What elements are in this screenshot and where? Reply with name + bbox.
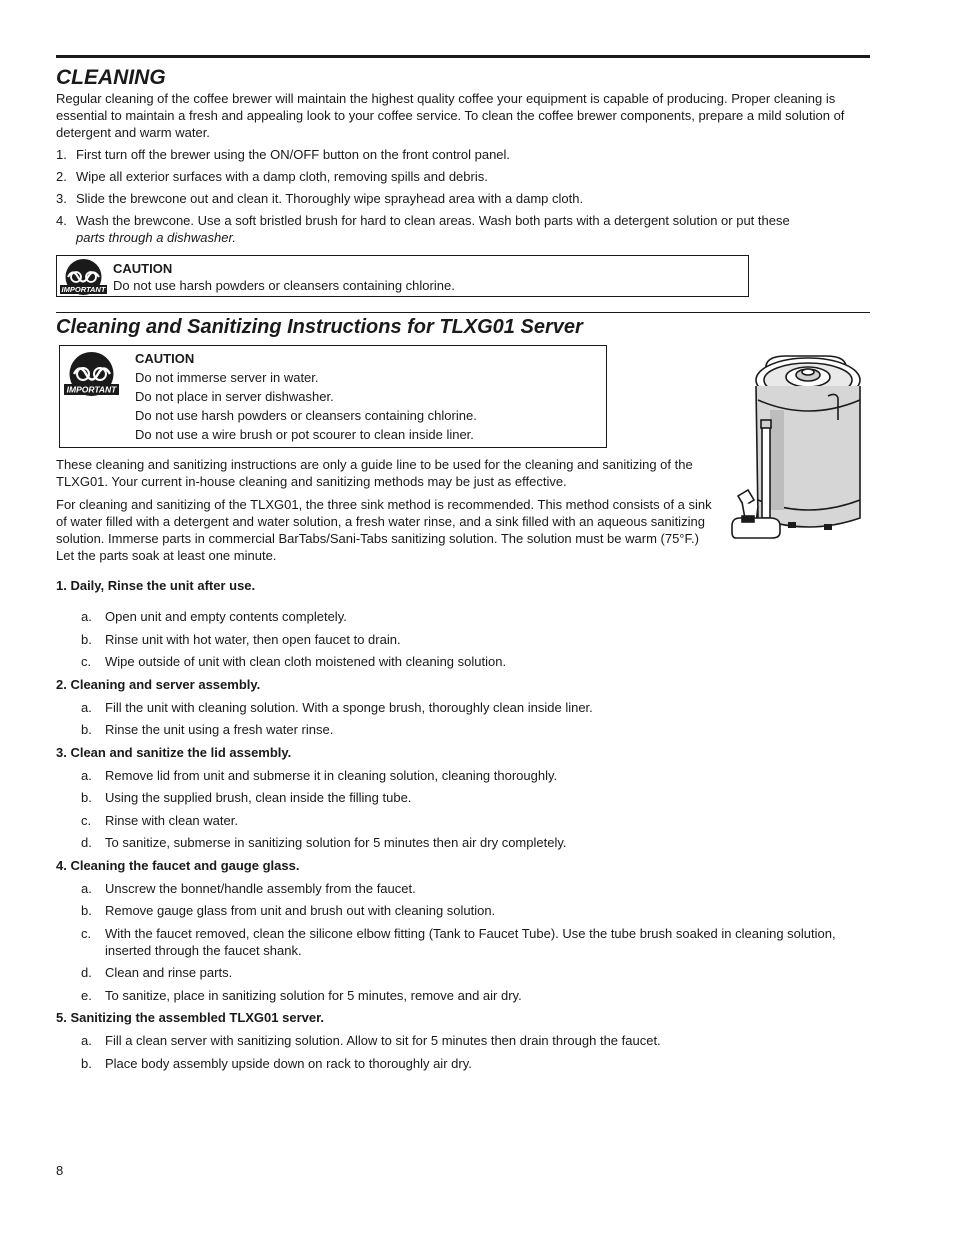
top-rule <box>56 55 870 58</box>
list-item: a. Unscrew the bonnet/handle assembly from the faucet. <box>81 880 416 896</box>
section-divider <box>56 312 870 313</box>
section-1 <box>56 577 870 670</box>
caution-label: CAUTION <box>135 351 195 366</box>
server-title: Cleaning and Sanitizing Instructions for TLXG01 Server <box>56 316 583 338</box>
caution-box-server <box>59 345 607 448</box>
list-item: b. Place body assembly upside down on rack to thoroughly air dry. <box>81 1055 472 1071</box>
list-item: 3. Slide the brewcone out and clean it. Thoroughly wipe sprayhead area with a damp cloth. <box>56 191 584 206</box>
section-heading: 4. Cleaning the faucet and gauge glass. <box>56 857 300 873</box>
svg-text:IMPORTANT: IMPORTANT <box>66 384 117 395</box>
list-item: d. Clean and rinse parts. <box>81 965 233 980</box>
caution-text: Do not use harsh powders or cleansers containing chlorine. <box>113 278 455 293</box>
server-para-1: These cleaning and sanitizing instructions are only a guide line to be used for the cleaning and sanitizing of the TLXG01. Your current in-house cleaning and sanitizing methods may be just as effective. <box>56 457 693 489</box>
caution-line: Do not immerse server in water. <box>135 370 319 385</box>
list-item: c. Wipe outside of unit with clean cloth moistened with cleaning solution. <box>81 654 507 669</box>
coffee-server-illustration <box>728 350 864 548</box>
list-item: b. Rinse unit with hot water, then open faucet to drain. <box>81 631 401 647</box>
section-heading: 2. Cleaning and server assembly. <box>56 676 261 692</box>
list-item: c. With the faucet removed, clean the silicone elbow fitting (Tank to Faucet Tube). Use the tube brush soaked in cleaning solution, inserted through the faucet shank. <box>81 925 836 958</box>
list-item: b. Remove gauge glass from unit and brush out with cleaning solution. <box>81 903 496 918</box>
cleaning-title: CLEANING <box>56 66 166 89</box>
important-icon <box>60 258 107 296</box>
list-item: b. Rinse the unit using a fresh water rinse. <box>81 722 334 737</box>
cleaning-intro: Regular cleaning of the coffee brewer will maintain the highest quality coffee your equipment is capable of producing. Proper cleaning is essential to maintain a fresh and appealing look to your coffee service. To clean the coffee brewer components, prepare a mild solution of detergent and warm water. <box>56 91 845 140</box>
list-item: a. Fill a clean server with sanitizing solution. Allow to sit for 5 minutes then drain through the faucet. <box>81 1033 661 1048</box>
section-heading: 5. Sanitizing the assembled TLXG01 server. <box>56 1010 325 1025</box>
page-number: 8 <box>56 1163 64 1178</box>
list-item: 2. Wipe all exterior surfaces with a damp cloth, removing spills and debris. <box>56 169 488 184</box>
cleaning-steps <box>56 146 856 251</box>
caution-box-cleaning <box>56 255 749 297</box>
caution-line: Do not use a wire brush or pot scourer to clean inside liner. <box>135 427 474 442</box>
server-para-2: For cleaning and sanitizing of the TLXG01, the three sink method is recommended. This method consists of a sink of water filled with a detergent and water solution, a fresh water rinse, and a sink filled with an aqueous sanitizing solution. Immerse parts in commercial BarTabs/Sani-Tabs sanitizing solution. The solution must be warm (75°F.) Let the parts soak at least one minute. <box>56 497 712 563</box>
list-item: a. Remove lid from unit and submerse it in cleaning solution, cleaning thoroughly. <box>81 767 558 783</box>
server-sections <box>56 577 870 1077</box>
section-5 <box>56 1009 870 1072</box>
important-icon <box>64 351 119 399</box>
section-heading: 3. Clean and sanitize the lid assembly. <box>56 744 292 760</box>
list-item: c. Rinse with clean water. <box>81 812 238 828</box>
list-item: e. To sanitize, place in sanitizing solution for 5 minutes, remove and air dry. <box>81 987 522 1003</box>
list-item: 1. First turn off the brewer using the ON/OFF button on the front control panel. <box>56 147 511 162</box>
caution-label: CAUTION <box>113 261 173 276</box>
svg-text:IMPORTANT: IMPORTANT <box>61 285 106 294</box>
caution-line: Do not place in server dishwasher. <box>135 389 334 404</box>
section-3 <box>56 744 870 852</box>
list-item: a. Open unit and empty contents completely. <box>81 609 347 624</box>
list-item: d. To sanitize, submerse in sanitizing solution for 5 minutes then air dry completely. <box>81 835 567 850</box>
list-item: b. Using the supplied brush, clean inside the filling tube. <box>81 790 412 805</box>
section-2 <box>56 676 870 739</box>
caution-line: Do not use harsh powders or cleansers containing chlorine. <box>135 408 477 423</box>
section-4 <box>56 857 870 1004</box>
list-item: 4. Wash the brewcone. Use a soft bristled brush for hard to clean areas. Wash both parts with a detergent solution or put these parts through a dishwasher. <box>56 213 790 245</box>
section-heading: 1. Daily, Rinse the unit after use. <box>56 578 256 593</box>
list-item: a. Fill the unit with cleaning solution. With a sponge brush, thoroughly clean inside liner. <box>81 699 593 715</box>
